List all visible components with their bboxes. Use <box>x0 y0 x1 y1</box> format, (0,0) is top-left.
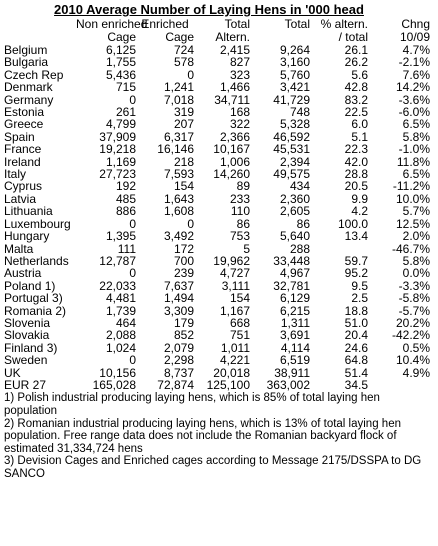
cell-change: -5.8% <box>398 291 430 306</box>
table-header <box>4 18 430 44</box>
cell-country: Bulgaria <box>4 55 49 70</box>
cell-enriched-cage: 3,492 <box>163 229 194 244</box>
laying-hens-table <box>4 18 430 391</box>
cell-total-alternative: 323 <box>229 67 250 82</box>
cell-pct-alternative: 100.0 <box>337 216 368 231</box>
cell-pct-alternative: 22.3 <box>344 142 368 157</box>
header-enriched: Enriched <box>141 17 189 31</box>
cell-pct-alternative: 5.6 <box>351 67 368 82</box>
cell-total: 45,531 <box>273 142 310 157</box>
cell-country: Germany <box>4 92 54 107</box>
table-row <box>4 118 430 130</box>
table-row <box>4 230 430 242</box>
cell-pct-alternative: 95.2 <box>344 266 368 281</box>
cell-total: 5,760 <box>279 67 310 82</box>
cell-pct-alternative: 26.2 <box>344 55 368 70</box>
cell-total: 1,311 <box>280 315 310 330</box>
cell-non-enriched-cage: 1,169 <box>105 154 136 169</box>
cell-country: EUR 27 <box>4 377 47 392</box>
cell-change: 10.0% <box>395 191 430 206</box>
cell-country: Spain <box>4 129 35 144</box>
cell-non-enriched-cage: 886 <box>115 204 136 219</box>
cell-non-enriched-cage: 4,799 <box>105 117 136 132</box>
cell-non-enriched-cage: 261 <box>115 105 136 120</box>
cell-enriched-cage: 218 <box>173 154 194 169</box>
header-period: 10/09 <box>399 30 430 44</box>
cell-total-alternative: 1,466 <box>219 80 250 95</box>
cell-pct-alternative: 28.8 <box>344 167 368 182</box>
cell-country: Luxembourg <box>4 216 71 231</box>
footnotes <box>4 392 432 480</box>
cell-non-enriched-cage: 464 <box>115 315 136 330</box>
cell-country: Malta <box>4 241 34 256</box>
cell-total-alternative: 1,167 <box>219 303 250 318</box>
cell-pct-alternative: 22.5 <box>344 105 368 120</box>
cell-country: Slovenia <box>4 315 51 330</box>
cell-total-alternative: 4,221 <box>219 353 250 368</box>
table-row <box>4 143 430 155</box>
cell-enriched-cage: 72,874 <box>157 377 194 392</box>
cell-total-alternative: 4,727 <box>219 266 250 281</box>
cell-enriched-cage: 6,317 <box>163 129 194 144</box>
cell-non-enriched-cage: 1,024 <box>105 340 136 355</box>
table-row <box>4 56 430 68</box>
cell-total: 2,360 <box>279 191 310 206</box>
cell-country: Sweden <box>4 353 48 368</box>
cell-non-enriched-cage: 1,755 <box>105 55 136 70</box>
cell-enriched-cage: 0 <box>187 67 194 82</box>
cell-total-alternative: 1,011 <box>220 340 250 355</box>
cell-total: 3,691 <box>279 328 310 343</box>
cell-total-alternative: 10,167 <box>213 142 250 157</box>
cell-enriched-cage: 724 <box>173 43 194 57</box>
cell-total-alternative: 20,018 <box>213 365 250 380</box>
cell-change: 7.6% <box>402 67 430 82</box>
cell-pct-alternative: 9.9 <box>351 191 368 206</box>
cell-total: 4,967 <box>279 266 310 281</box>
cell-enriched-cage: 319 <box>173 105 194 120</box>
footnote-2: 2) Romanian industrial producing laying hens, which is 13% of total laying hen population. Free range data does not include the Romanian backyard flock of estimated 31,334,724 hens <box>4 417 401 455</box>
cell-pct-alternative: 51.0 <box>344 315 368 330</box>
cell-total-alternative: 154 <box>229 291 250 306</box>
cell-change: -3.3% <box>398 278 430 293</box>
cell-total-alternative: 233 <box>229 191 250 206</box>
cell-change: 11.8% <box>396 154 430 169</box>
cell-change: 5.7% <box>402 204 430 219</box>
cell-change: 20.2% <box>395 315 430 330</box>
cell-country: UK <box>4 365 21 380</box>
cell-pct-alternative: 18.8 <box>344 303 368 318</box>
table-row <box>4 205 430 217</box>
table-row <box>4 379 430 391</box>
cell-total-alternative: 14,260 <box>213 167 250 182</box>
footnote-1: 1) Polish industrial producing laying hens, which is 85% of total laying hen population <box>4 392 380 417</box>
cell-total-alternative: 125,100 <box>206 377 250 392</box>
header-country <box>4 18 76 31</box>
cell-total-alternative: 89 <box>236 179 250 194</box>
cell-country: Finland 3) <box>4 340 58 355</box>
cell-country: Estonia <box>4 105 45 120</box>
header-total: Total <box>284 17 310 31</box>
cell-change: -2.1% <box>398 55 430 70</box>
cell-enriched-cage: 2,079 <box>163 340 194 355</box>
cell-total-alternative: 827 <box>229 55 250 70</box>
cell-enriched-cage: 207 <box>173 117 194 132</box>
cell-total: 6,129 <box>279 291 310 306</box>
cell-pct-alternative: 13.4 <box>344 229 368 244</box>
cell-total: 5,640 <box>279 229 310 244</box>
cell-total: 41,729 <box>273 92 310 107</box>
cell-non-enriched-cage: 0 <box>129 266 136 281</box>
cell-pct-alternative: 5.1 <box>351 129 368 144</box>
cell-country: Lithuania <box>4 204 53 219</box>
cell-change: -42.2% <box>391 328 430 343</box>
cell-change: -3.6% <box>398 92 430 107</box>
cell-enriched-cage: 1,608 <box>163 204 194 219</box>
cell-enriched-cage: 700 <box>173 253 194 268</box>
cell-total: 6,215 <box>279 303 310 318</box>
cell-country: Belgium <box>4 43 48 57</box>
table-row <box>4 354 430 366</box>
cell-non-enriched-cage: 0 <box>129 353 136 368</box>
cell-country: Slovakia <box>4 328 50 343</box>
cell-pct-alternative: 64.8 <box>344 353 368 368</box>
table-row <box>4 180 430 192</box>
cell-enriched-cage: 1,494 <box>163 291 194 306</box>
cell-total: 32,781 <box>273 278 310 293</box>
cell-total: 434 <box>289 179 310 194</box>
header-non-enriched: Non enriched <box>76 17 148 31</box>
cell-enriched-cage: 7,593 <box>163 167 194 182</box>
cell-non-enriched-cage: 10,156 <box>99 365 136 380</box>
cell-non-enriched-cage: 1,395 <box>105 229 136 244</box>
cell-non-enriched-cage: 19,218 <box>99 142 136 157</box>
cell-change: -6.0% <box>398 105 430 120</box>
cell-total: 3,160 <box>279 55 310 70</box>
table-title: 2010 Average Number of Laying Hens in '000 head <box>54 2 364 17</box>
cell-enriched-cage: 179 <box>173 315 194 330</box>
cell-country: Latvia <box>4 191 37 206</box>
cell-pct-alternative: 20.5 <box>344 179 368 194</box>
cell-non-enriched-cage: 192 <box>115 179 136 194</box>
cell-enriched-cage: 2,298 <box>163 353 194 368</box>
cell-enriched-cage: 7,637 <box>163 278 194 293</box>
header-cage-2: Cage <box>165 30 194 44</box>
cell-total: 288 <box>289 241 310 256</box>
cell-non-enriched-cage: 111 <box>117 241 136 256</box>
cell-total-alternative: 110 <box>230 204 250 219</box>
cell-enriched-cage: 1,643 <box>163 191 194 206</box>
cell-country: Romania 2) <box>4 303 67 318</box>
cell-change <box>368 379 430 391</box>
cell-total-alternative: 86 <box>236 216 250 231</box>
cell-pct-alternative: 6.0 <box>351 117 368 132</box>
cell-total-alternative: 34,711 <box>214 92 250 107</box>
cell-change: 2.0% <box>402 229 430 244</box>
cell-enriched-cage: 7,018 <box>163 92 194 107</box>
cell-enriched-cage: 154 <box>173 179 194 194</box>
header-pct-alt: % altern. <box>320 17 368 31</box>
footnote-3: 3) Devision Cages and Enriched cages according to Message 2175/DSSPA to DG SANCO <box>4 455 422 480</box>
cell-country: Cyprus <box>4 179 43 194</box>
cell-non-enriched-cage: 5,436 <box>105 67 136 82</box>
cell-total: 2,605 <box>279 204 310 219</box>
cell-total-alternative: 753 <box>229 229 250 244</box>
cell-change: 5.8% <box>402 129 430 144</box>
cell-non-enriched-cage: 22,033 <box>99 278 136 293</box>
cell-total: 3,421 <box>279 80 310 95</box>
cell-total-alternative: 2,366 <box>219 129 250 144</box>
cell-pct-alternative: 2.5 <box>351 291 368 306</box>
cell-change: -1.0% <box>398 142 430 157</box>
header-change: Chng <box>401 17 430 31</box>
cell-country: Poland 1) <box>4 278 56 293</box>
cell-non-enriched-cage: 485 <box>115 191 136 206</box>
cell-total: 4,114 <box>280 340 310 355</box>
cell-non-enriched-cage: 37,909 <box>99 129 136 144</box>
header-total-alt: Total <box>224 17 250 31</box>
cell-change: 4.7% <box>402 43 430 57</box>
cell-total: 2,394 <box>279 154 310 169</box>
header-cage: Cage <box>107 30 136 44</box>
cell-total: 9,264 <box>279 43 310 57</box>
cell-total: 748 <box>289 105 310 120</box>
cell-change: -11.2% <box>392 179 430 194</box>
cell-pct-alternative: 83.2 <box>344 92 368 107</box>
cell-total: 6,519 <box>279 353 310 368</box>
cell-change: 0.0% <box>402 266 430 281</box>
cell-pct-alternative: 51.4 <box>344 365 368 380</box>
cell-total: 38,911 <box>274 365 310 380</box>
cell-change: 0.5% <box>402 340 430 355</box>
cell-total: 5,328 <box>279 117 310 132</box>
cell-enriched-cage: 172 <box>173 241 194 256</box>
cell-non-enriched-cage: 12,787 <box>99 253 136 268</box>
header-per-total: / total <box>338 30 368 44</box>
cell-change: 12.5% <box>395 216 430 231</box>
cell-total-alternative: 168 <box>229 105 250 120</box>
cell-country: Greece <box>4 117 44 132</box>
cell-non-enriched-cage: 715 <box>115 80 136 95</box>
cell-country: Ireland <box>4 154 41 169</box>
cell-non-enriched-cage: 1,739 <box>105 303 136 318</box>
cell-enriched-cage: 3,309 <box>163 303 194 318</box>
cell-total: 363,002 <box>266 377 310 392</box>
header-altern: Altern. <box>215 30 250 44</box>
cell-enriched-cage: 0 <box>187 216 194 231</box>
cell-change: 4.9% <box>402 365 430 380</box>
cell-change: 6.5% <box>402 117 430 132</box>
cell-total-alternative: 322 <box>229 117 250 132</box>
cell-change: 14.2% <box>395 80 430 95</box>
cell-total-alternative: 668 <box>229 315 250 330</box>
cell-total-alternative: 5 <box>243 241 250 256</box>
cell-non-enriched-cage: 0 <box>129 216 136 231</box>
cell-non-enriched-cage: 27,723 <box>99 167 136 182</box>
cell-total-alternative: 1,006 <box>219 154 250 169</box>
cell-country: Czech Rep <box>4 67 64 82</box>
cell-total: 46,592 <box>273 129 310 144</box>
cell-change: 5.8% <box>402 253 430 268</box>
cell-total: 86 <box>296 216 310 231</box>
cell-country: Austria <box>4 266 42 281</box>
cell-country: Hungary <box>4 229 50 244</box>
cell-country: Denmark <box>4 80 53 95</box>
cell-enriched-cage: 16,146 <box>157 142 194 157</box>
cell-non-enriched-cage: 4,481 <box>105 291 136 306</box>
cell-non-enriched-cage: 6,125 <box>105 43 136 57</box>
cell-enriched-cage: 1,241 <box>163 80 194 95</box>
cell-total-alternative: 19,962 <box>213 253 250 268</box>
table-row <box>4 292 430 304</box>
cell-pct-alternative: 34.5 <box>344 377 368 392</box>
cell-change: -5.7% <box>398 303 430 318</box>
cell-total-alternative: 3,111 <box>221 278 250 293</box>
cell-country: Netherlands <box>4 253 69 268</box>
cell-non-enriched-cage: 165,028 <box>92 377 136 392</box>
cell-enriched-cage: 578 <box>173 55 194 70</box>
cell-total-alternative: 751 <box>229 328 250 343</box>
cell-pct-alternative: 24.6 <box>344 340 368 355</box>
cell-country: Portugal 3) <box>4 291 63 306</box>
cell-non-enriched-cage: 2,088 <box>105 328 136 343</box>
cell-total: 33,448 <box>273 253 310 268</box>
cell-change: 6.5% <box>402 167 430 182</box>
cell-enriched-cage: 852 <box>173 328 194 343</box>
cell-total-alternative: 2,415 <box>219 43 250 57</box>
cell-pct-alternative: 9.5 <box>351 278 368 293</box>
cell-change: -46.7% <box>391 241 430 256</box>
cell-pct-alternative: 42.0 <box>344 154 368 169</box>
cell-enriched-cage: 8,737 <box>163 365 194 380</box>
table-row <box>4 329 430 341</box>
cell-change: 10.4% <box>395 353 430 368</box>
cell-enriched-cage: 239 <box>173 266 194 281</box>
table-row <box>4 267 430 279</box>
cell-non-enriched-cage: 0 <box>129 92 136 107</box>
cell-pct-alternative: 4.2 <box>351 204 368 219</box>
cell-pct-alternative: 20.4 <box>344 328 368 343</box>
table-body <box>4 44 430 391</box>
cell-pct-alternative: 42.8 <box>344 80 368 95</box>
cell-total: 49,575 <box>273 167 310 182</box>
table-row <box>4 81 430 93</box>
cell-country: France <box>4 142 42 157</box>
cell-pct-alternative: 26.1 <box>344 43 368 57</box>
cell-pct-alternative: 59.7 <box>344 253 368 268</box>
cell-country: Italy <box>4 167 27 182</box>
